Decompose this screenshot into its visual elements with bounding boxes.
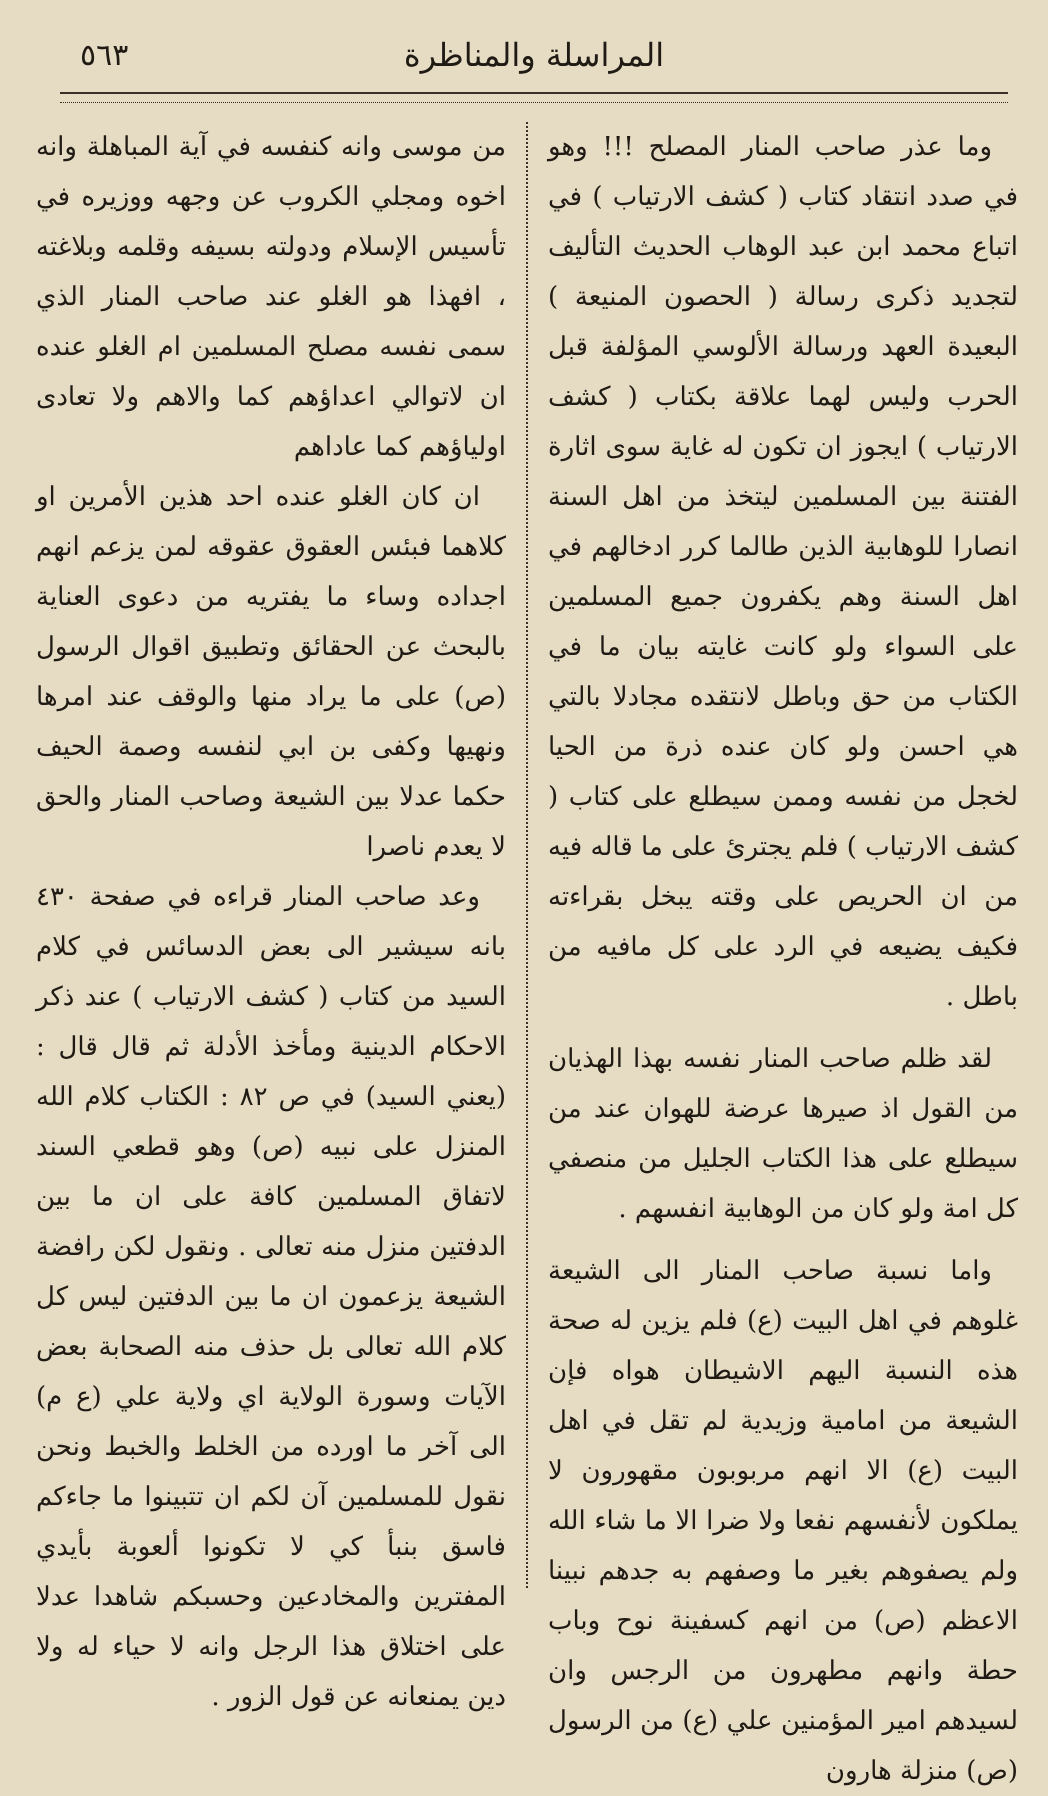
text-columns bbox=[36, 122, 1018, 1786]
paragraph: وعد صاحب المنار قراءه في صفحة ٤٣٠ بانه سيشير الى بعض الدسائس في كلام السيد من كتاب ( كشف الارتياب ) عند ذكر الاحكام الدينية ومأخذ الأدلة ثم قال قال : (يعني السيد) في ص ٨٢ : الكتاب كلام الله المنزل على نبيه (ص) وهو قطعي السند لاتفاق المسلمين كافة على ان ما بين الدفتين منزل منه تعالى . ونقول لكن رافضة الشيعة يزعمون ان ما بين الدفتين ليس كل كلام الله تعالى بل حذف منه الصحابة بعض الآيات وسورة الولاية اي ولاية علي (ع م) الى آخر ما اورده من الخلط والخبط ونحن نقول للمسلمين آن لكم ان تتبينوا ما جاءكم فاسق بنبأ كي لا تكونوا ألعوبة بأيدي المفترين والمخادعين وحسبكم شاهدا عدلا على اختلاق هذا الرجل وانه لا حياء له ولا دين يمنعانه عن قول الزور . bbox=[36, 882, 506, 1712]
header-rule bbox=[60, 92, 1008, 103]
page-header bbox=[60, 30, 1008, 86]
paragraph: من موسى وانه كنفسه في آية المباهلة وانه اخوه ومجلي الكروب عن وجهه ووزيره في تأسيس الإسلام ودولته بسيفه وقلمه وبلاغته ، افهذا هو الغلو عند صاحب المنار الذي سمى نفسه مصلح المسلمين ام الغلو عنده ان لاتوالي اعداؤهم كما والاهم ولا تعادى اولياؤهم كما عاداهم bbox=[36, 132, 506, 462]
left-column bbox=[36, 122, 506, 1712]
right-column bbox=[548, 122, 1018, 1786]
paragraph: لقد ظلم صاحب المنار نفسه بهذا الهذيان من القول اذ صيرها عرضة للهوان عند من سيطلع على هذا الكتاب الجليل من منصفي كل امة ولو كان من الوهابية انفسهم . bbox=[548, 1044, 1018, 1224]
column-divider bbox=[526, 122, 528, 1588]
paragraph: واما نسبة صاحب المنار الى الشيعة غلوهم في اهل البيت (ع) فلم يزين له صحة هذه النسبة اليهم الاشيطان هواه فإن الشيعة من امامية وزيدية لم تقل في اهل البيت (ع) الا انهم مربوبون مقهورون لا يملكون لأنفسهم نفعا ولا ضرا الا ما شاء الله ولم يصفوهم بغير ما وصفهم به جدهم نبينا الاعظم (ص) من انهم كسفينة نوح وباب حطة وانهم مطهرون من الرجس وان لسيدهم امير المؤمنين علي (ع) من الرسول (ص) منزلة هارون bbox=[548, 1256, 1018, 1786]
paragraph: وما عذر صاحب المنار المصلح !!! وهو في صدد انتقاد كتاب ( كشف الارتياب ) في اتباع محمد ابن عبد الوهاب الحديث التأليف لتجديد ذكرى رسالة ( الحصون المنيعة ) البعيدة العهد ورسالة الألوسي المؤلفة قبل الحرب وليس لهما علاقة بكتاب ( كشف الارتياب ) ايجوز ان تكون له غاية سوى اثارة الفتنة بين المسلمين ليتخذ من اهل السنة انصارا للوهابية الذين طالما كرر ادخالهم في اهل السنة وهم يكفرون جميع المسلمين على السواء ولو كانت غايته بيان ما في الكتاب من حق وباطل لانتقده مجادلا بالتي هي احسن ولو كان عنده ذرة من الحيا لخجل من نفسه وممن سيطلع على كتاب ( كشف الارتياب ) فلم يجترئ على ما قاله فيه من ان الحريص على وقته يبخل بقراءته فكيف يضيعه في الرد على كل مافيه من باطل . bbox=[548, 132, 1018, 1012]
running-title: المراسلة والمناظرة bbox=[403, 36, 665, 74]
paragraph: ان كان الغلو عنده احد هذين الأمرين او كلاهما فبئس العقوق عقوقه لمن يزعم انهم اجداده وساء ما يفتريه من دعوى العناية بالبحث عن الحقائق وتطبيق اقوال الرسول (ص) على ما يراد منها والوقف عند امرها ونهيها وكفى بن ابي لنفسه وصمة الحيف حكما عدلا بين الشيعة وصاحب المنار والحق لا يعدم ناصرا bbox=[36, 482, 506, 862]
page-number: ٥٦٣ bbox=[80, 38, 129, 73]
